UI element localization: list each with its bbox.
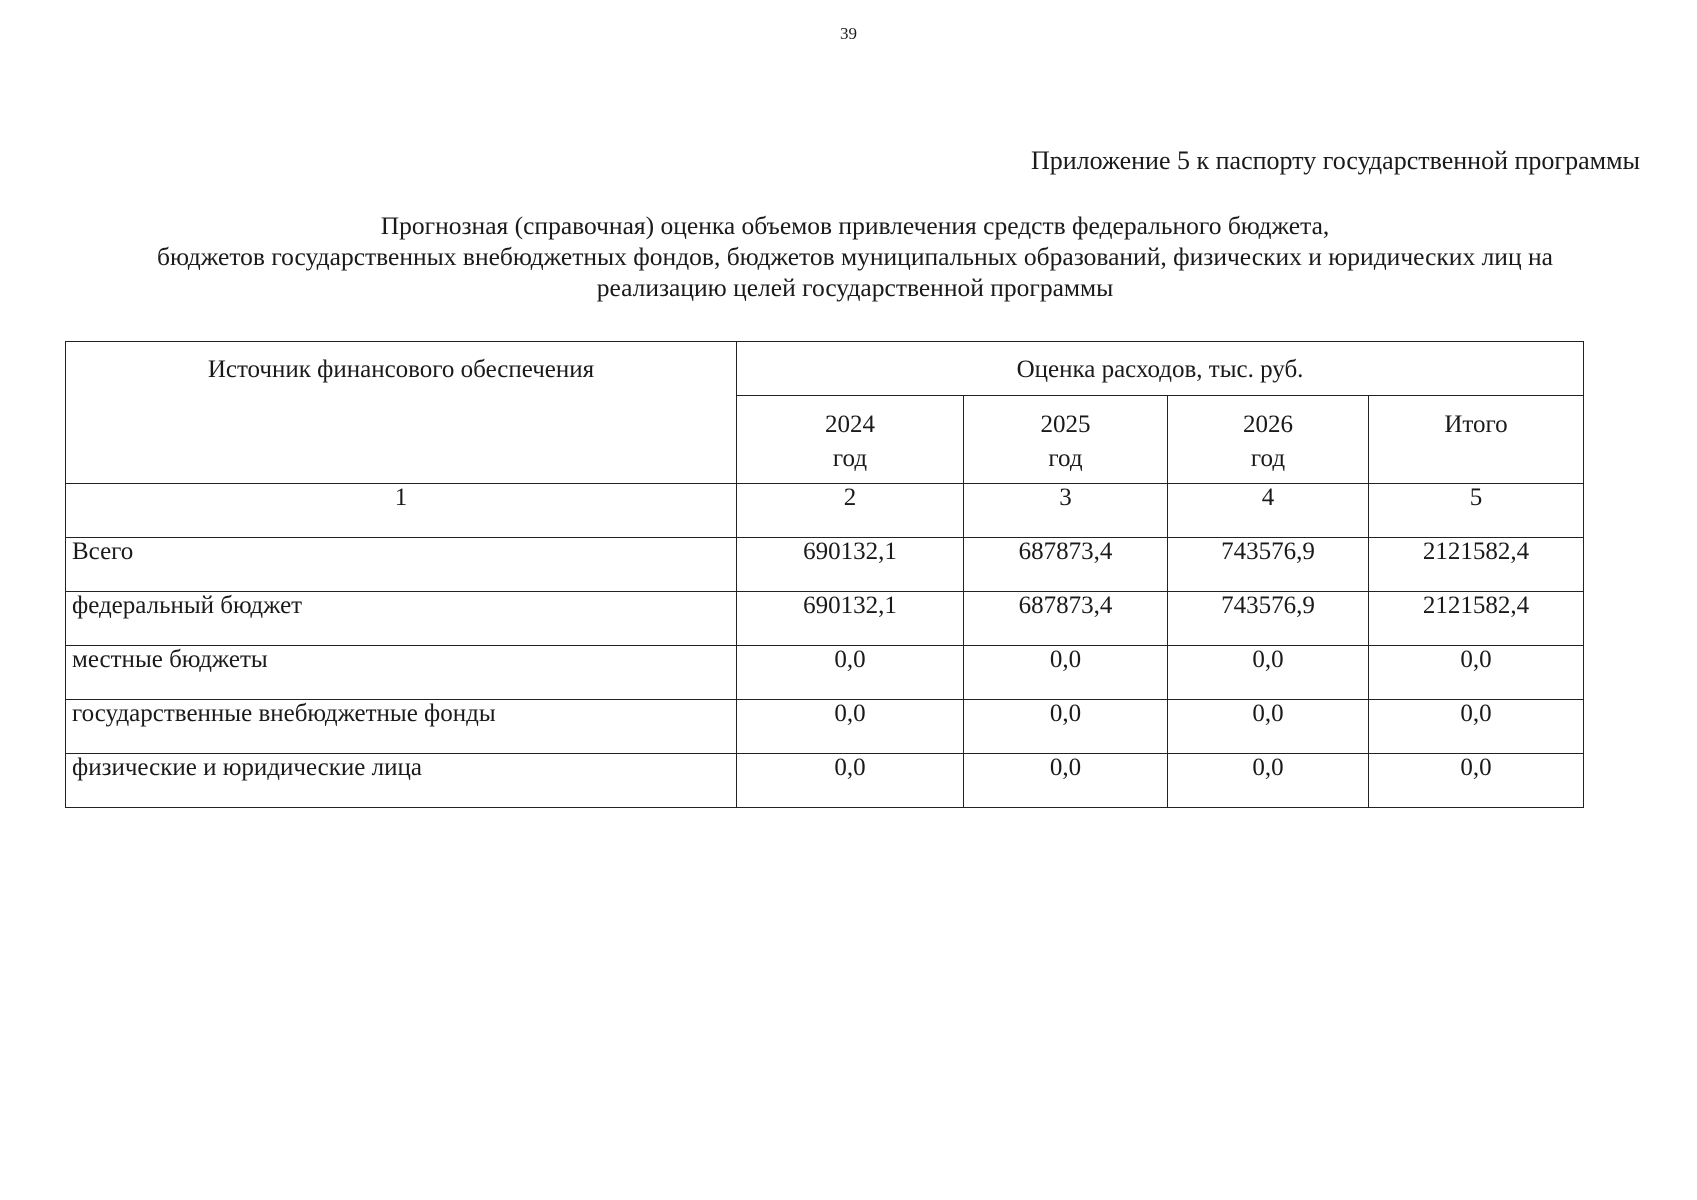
financing-table xyxy=(65,341,1584,808)
cell-total: 2121582,4 xyxy=(1369,538,1584,592)
appendix-caption: Приложение 5 к паспорту государственной программы xyxy=(1030,146,1640,175)
row-label: физические и юридические лица xyxy=(66,754,737,808)
table-row-individuals-legal-entities xyxy=(66,754,1584,808)
header-year-value: 2026 xyxy=(1243,411,1293,438)
cell-2025: 687873,4 xyxy=(964,592,1168,646)
cell-total: 0,0 xyxy=(1369,646,1584,700)
page-number: 39 xyxy=(840,24,857,43)
cell-2025: 0,0 xyxy=(964,646,1168,700)
column-number: 4 xyxy=(1168,484,1369,538)
cell-total: 0,0 xyxy=(1369,754,1584,808)
header-year-unit: год xyxy=(1048,445,1083,472)
column-number: 2 xyxy=(737,484,964,538)
cell-2026: 0,0 xyxy=(1168,646,1369,700)
cell-2024: 690132,1 xyxy=(737,592,964,646)
header-year-value: 2025 xyxy=(1040,411,1091,438)
document-title xyxy=(60,210,1650,303)
header-year-2024 xyxy=(737,396,964,484)
document-title-line: бюджетов государственных внебюджетных фондов, бюджетов муниципальных образований, физических и юридических лиц на xyxy=(157,242,1553,271)
table-row-extrabudgetary-funds xyxy=(66,700,1584,754)
header-year-2026 xyxy=(1168,396,1369,484)
table-row-local-budgets xyxy=(66,646,1584,700)
header-total-label: Итого xyxy=(1444,411,1508,438)
header-year-2025 xyxy=(964,396,1168,484)
cell-2024: 0,0 xyxy=(737,646,964,700)
cell-2026: 0,0 xyxy=(1168,700,1369,754)
row-label: местные бюджеты xyxy=(66,646,737,700)
column-number: 1 xyxy=(66,484,737,538)
header-year-unit: год xyxy=(832,445,868,472)
header-year-value: 2024 xyxy=(825,411,875,438)
cell-2024: 0,0 xyxy=(737,754,964,808)
table-row-federal-budget xyxy=(66,592,1584,646)
cell-2025: 0,0 xyxy=(964,754,1168,808)
cell-2026: 0,0 xyxy=(1168,754,1369,808)
document-title-line: Прогнозная (справочная) оценка объемов привлечения средств федерального бюджета, xyxy=(380,211,1330,240)
column-number: 5 xyxy=(1369,484,1584,538)
column-number-row xyxy=(66,484,1584,538)
row-label: федеральный бюджет xyxy=(66,592,737,646)
table-header-row xyxy=(66,342,1584,396)
column-number: 3 xyxy=(964,484,1168,538)
header-source: Источник финансового обеспечения xyxy=(66,342,737,484)
cell-total: 2121582,4 xyxy=(1369,592,1584,646)
cell-2024: 0,0 xyxy=(737,700,964,754)
header-total xyxy=(1369,396,1584,484)
header-expense-estimate: Оценка расходов, тыс. руб. xyxy=(737,342,1584,396)
document-title-line: реализацию целей государственной программы xyxy=(596,273,1114,302)
cell-2026: 743576,9 xyxy=(1168,538,1369,592)
cell-2024: 690132,1 xyxy=(737,538,964,592)
row-label: Всего xyxy=(66,538,737,592)
table-row-total xyxy=(66,538,1584,592)
row-label: государственные внебюджетные фонды xyxy=(66,700,737,754)
cell-total: 0,0 xyxy=(1369,700,1584,754)
cell-2025: 687873,4 xyxy=(964,538,1168,592)
cell-2026: 743576,9 xyxy=(1168,592,1369,646)
cell-2025: 0,0 xyxy=(964,700,1168,754)
header-year-unit: год xyxy=(1250,445,1286,472)
